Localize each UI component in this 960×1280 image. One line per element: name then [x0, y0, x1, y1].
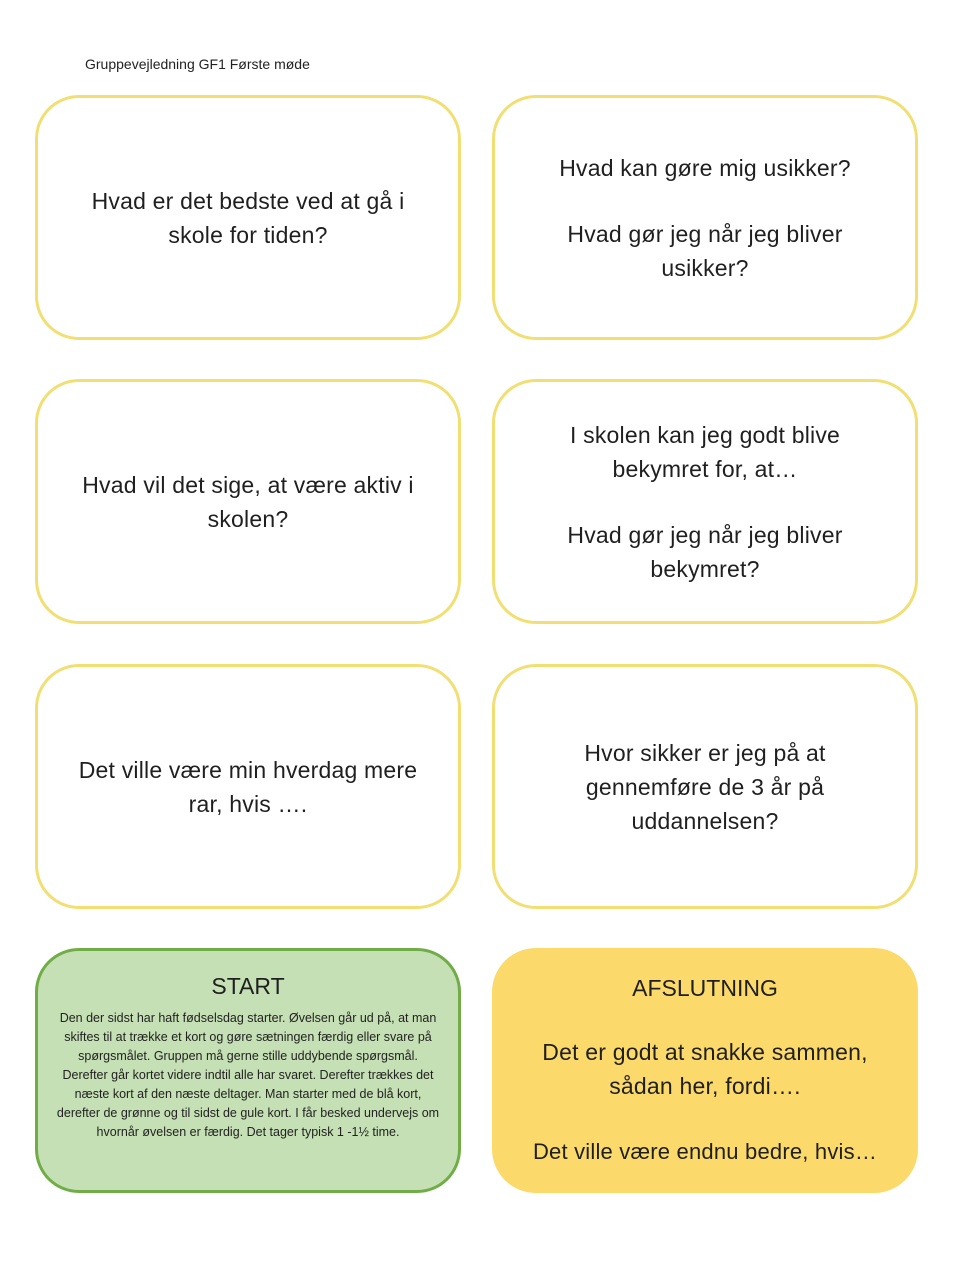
start-instructions: Den der sidst har haft fødselsdag starter. Øvelsen går ud på, at man skiftes til at trække et kort og gøre sætningen færdig eller svare på spørgsmålet. Gruppen må gerne stille uddybende spørgsmål. Derefter går kortet videre indtil alle har svaret. Derefter trækkes det næste kort af den næste deltager. Man starter med de blå kort, derefter de grønne og til sidst de gule kort. I får besked undervejs om hvornår øvelsen er færdig. Det tager typisk 1 -1½ time. [56, 1011, 440, 1139]
end-statement: Det er godt at snakke sammen, sådan her, fordi…. [542, 1038, 868, 1099]
end-title: AFSLUTNING [632, 974, 778, 1001]
question-card-everyday [35, 664, 461, 909]
page-header: Gruppevejledning GF1 Første møde [85, 56, 310, 72]
question-card-confidence [492, 664, 918, 909]
end-statement: Det ville være endnu bedre, hvis… [532, 1138, 878, 1164]
card-question: Hvad vil det sige, at være aktiv i skolen? [82, 471, 414, 532]
question-card-insecure [492, 95, 918, 340]
card-question: Det ville være min hverdag mere rar, hvis …. [78, 756, 418, 817]
card-question: Hvad gør jeg når jeg bliver bekymret? [567, 521, 843, 582]
start-card [35, 948, 461, 1193]
card-question: Hvor sikker er jeg på at gennemføre de 3 år på uddannelsen? [584, 739, 826, 834]
card-question: I skolen kan jeg godt blive bekymret for, at… [569, 421, 841, 482]
question-card-active-in-school [35, 379, 461, 624]
card-question: Hvad er det bedste ved at gå i skole for tiden? [91, 187, 405, 248]
start-title: START [211, 973, 285, 999]
question-card-worried [492, 379, 918, 624]
question-card-best-at-school [35, 95, 461, 340]
card-question: Hvad gør jeg når jeg bliver usikker? [567, 220, 843, 281]
card-question: Hvad kan gøre mig usikker? [559, 154, 851, 181]
end-card [492, 948, 918, 1193]
